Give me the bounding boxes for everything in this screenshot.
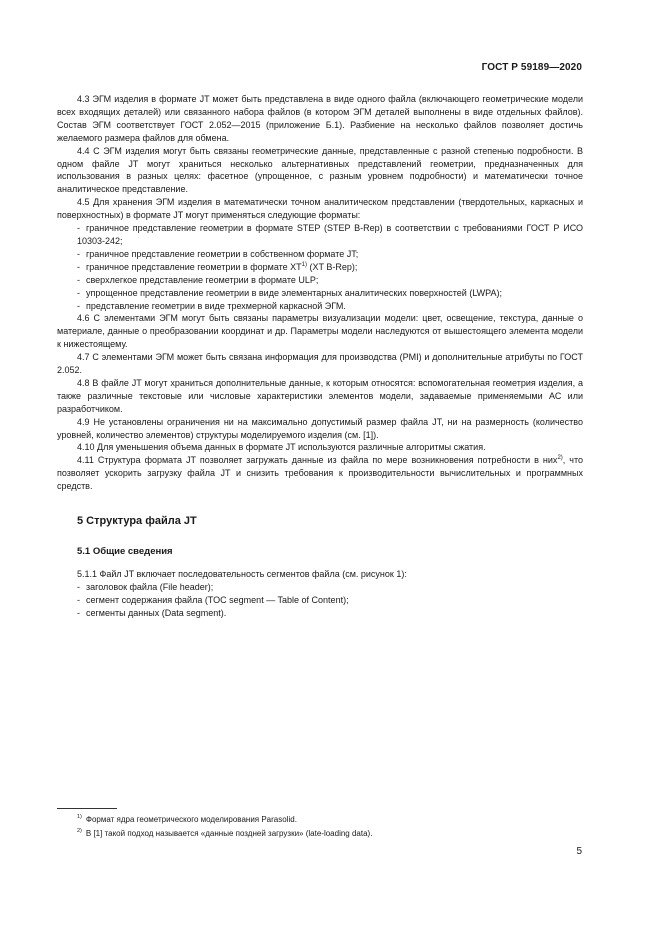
list-item-text: заголовок файла (File header);	[86, 582, 214, 592]
paragraph-4-9: 4.9 Не установлены ограничения ни на максимально допустимый размер файла JT, ни на размерность (количество уровней, количество элементов) структуры моделируемого изделия (см. [1]).	[57, 416, 583, 440]
list-dash: -	[77, 287, 80, 298]
page-number: 5	[576, 846, 582, 857]
segment-list-item	[57, 581, 583, 594]
paragraph-4-10: 4.10 Для уменьшения объема данных в формате JT используются различные алгоритмы сжатия.	[77, 442, 486, 453]
format-list-item	[57, 287, 583, 300]
list-item-text: сегменты данных (Data segment).	[86, 607, 227, 618]
paragraph-4-7: 4.7 С элементами ЭГМ может быть связана информация для производства (PMI) и дополнительные атрибуты по ГОСТ 2.052.	[57, 352, 583, 376]
paragraph-4-3: 4.3 ЭГМ изделия в формате JT может быть представлена в виде одного файла (включающего геометрические модели всех входящих деталей) или связанного набора файлов (в котором ЭГМ деталей выполнены в виде отдельных файлов). Состав ЭГМ соответствует ГОСТ 2.052—2015 (приложение Б.1). Разбиение на несколько файлов позволяет достичь желаемого размера файлов для обмена.	[57, 94, 583, 143]
paragraph-4-11	[57, 454, 583, 493]
list-item-text: сегмент содержания файла (TOC segment — Table of Content);	[86, 594, 349, 605]
footnote-1	[77, 813, 577, 827]
main-text	[57, 93, 583, 620]
paragraph-5-1-1: 5.1.1 Файл JT включает последовательность сегментов файла (см. рисунок 1):	[77, 569, 407, 580]
paragraph-4-8: 4.8 В файле JT могут храниться дополнительные данные, к которым относятся: вспомогательная геометрия изделия, а также различные текстовые или числовые характеристики элементов модели, задаваемые применяемыми АС или разработчиком.	[57, 377, 583, 414]
list-dash: -	[77, 594, 80, 605]
subsection-heading: 5.1 Общие сведения	[77, 546, 173, 558]
list-dash: -	[77, 274, 80, 285]
format-list-item	[57, 222, 583, 248]
list-dash: -	[77, 261, 80, 272]
footnote-text: В [1] такой подход называется «данные поздней загрузки» (late-loading data).	[85, 829, 373, 838]
document-id-header: ГОСТ Р 59189—2020	[481, 62, 582, 73]
list-dash: -	[77, 582, 80, 592]
segment-list-item	[57, 607, 583, 620]
paragraph-text: 4.11 Структура формата JT позволяет загружать данные из файла по мере возникновения потребности в них	[77, 455, 558, 466]
list-dash: -	[77, 607, 80, 618]
footnote-ref-2: 2)	[557, 455, 563, 462]
format-list-item	[57, 261, 583, 274]
footnote-2	[77, 827, 577, 841]
format-list-item	[57, 300, 583, 313]
footnote-ref-1: 1)	[301, 261, 307, 268]
segment-list-item	[57, 594, 583, 607]
list-item-text: упрощенное представление геометрии в виде элементарных аналитических поверхностей (LWPA);	[86, 287, 502, 298]
footnote-mark: 1)	[77, 814, 82, 821]
list-dash: -	[77, 248, 80, 259]
list-item-text: граничное представление геометрии в собственном формате JT;	[86, 248, 359, 259]
list-item-text: представление геометрии в виде трехмерной каркасной ЭГМ.	[86, 300, 346, 311]
paragraph-text: , что позволяет ускорить загрузку файла JT и снизить требования к производительности вычислительных и программных средств.	[57, 455, 584, 492]
paragraph-4-4: 4.4 С ЭГМ изделия могут быть связаны геометрические данные, представленные с разной степенью подробности. В одном файле JT могут храниться несколько альтернативных представлений геометрии, предназначенных для использования в разных целях: фасетное (упрощенное, с разным уровнем подробности) и математически точное аналитическое представление.	[57, 145, 583, 195]
footnote-divider	[57, 808, 117, 809]
list-dash: -	[77, 300, 80, 311]
paragraph-4-6: 4.6 С элементами ЭГМ могут быть связаны параметры визуализации модели: цвет, освещение, текстура, данные о материале, данные о преобразовании координат и др. Параметры модели наследуются от вышестоящего элемента модели к нижестоящему.	[57, 313, 583, 350]
list-item-text: (XT B-Rep);	[307, 261, 358, 272]
list-item-text: граничное представление геометрии в формате STEP (STEP B-Rep) в соответствии с требованиями ГОСТ Р ИСО 10303-242;	[77, 223, 583, 246]
list-item-text: граничное представление геометрии в формате XT	[86, 261, 302, 272]
paragraph-4-5: 4.5 Для хранения ЭГМ изделия в математически точном аналитическом представлении (твердотельных, каркасных и поверхностных) в формате JT могут применяться следующие форматы:	[57, 197, 583, 221]
footnotes	[77, 813, 577, 841]
footnote-mark: 2)	[77, 828, 82, 835]
format-list-item	[57, 248, 583, 261]
list-item-text: сверхлегкое представление геометрии в формате ULP;	[86, 274, 319, 285]
footnote-text: Формат ядра геометрического моделирования Parasolid.	[85, 815, 297, 824]
section-heading: 5 Структура файла JT	[77, 515, 197, 528]
format-list-item	[57, 274, 583, 287]
list-dash: -	[77, 223, 80, 234]
